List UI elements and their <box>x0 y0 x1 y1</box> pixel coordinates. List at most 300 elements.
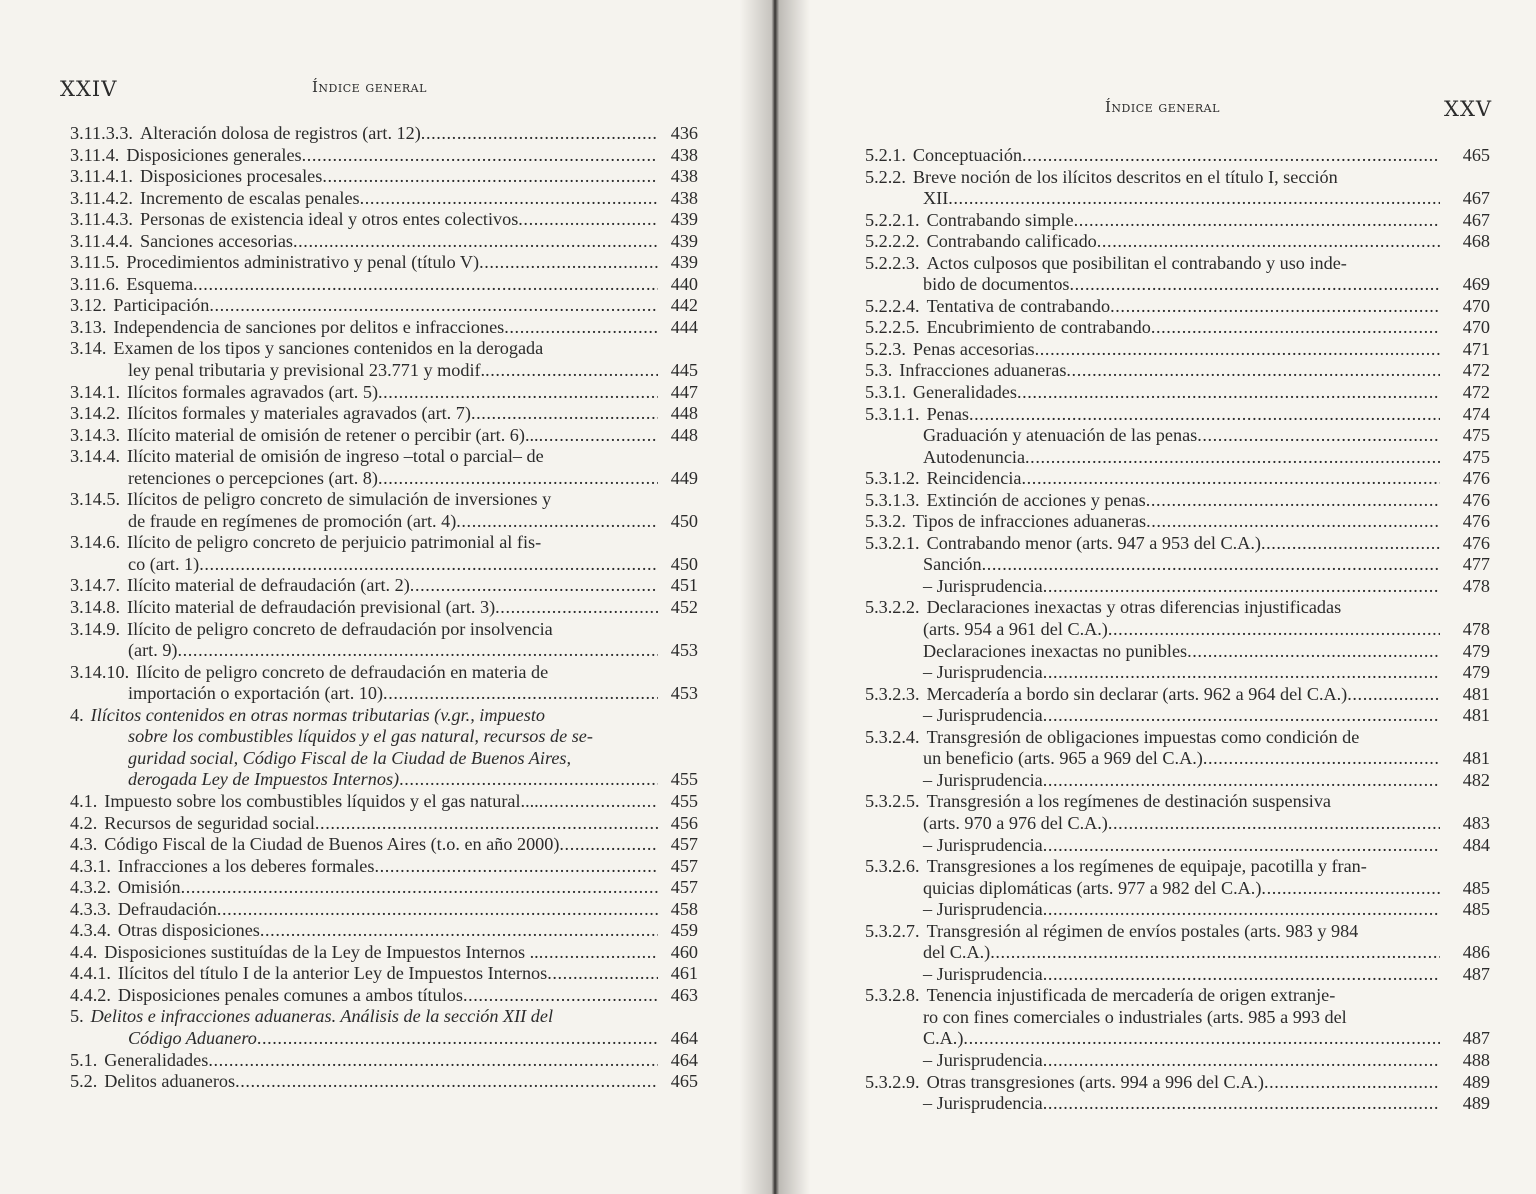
toc-entry-number: 5.2.2.1. <box>865 209 920 230</box>
toc-page-number: 469 <box>1462 274 1490 295</box>
toc-entry <box>865 317 1490 339</box>
toc-page-number: 452 <box>670 597 698 618</box>
toc-page-number: 470 <box>1462 317 1490 338</box>
toc-page-number: 485 <box>1462 899 1490 920</box>
toc-entry-number: 5.3.2.2. <box>865 597 920 618</box>
toc-entry-title: de fraude en regímenes de promoción (art. 4) <box>128 510 457 531</box>
toc-entry-title: Esquema <box>126 273 194 294</box>
toc-page-number: 482 <box>1462 769 1490 790</box>
toc-page-number: 436 <box>670 123 698 143</box>
toc-entry-number: 5.3.2. <box>865 511 906 532</box>
dot-leader <box>539 791 658 813</box>
dot-leader <box>1043 576 1440 598</box>
toc-entry-title: Breve noción de los ilícitos descritos en el título I, sección <box>912 166 1338 187</box>
toc-entry <box>865 985 1490 1050</box>
toc-page-number: 457 <box>670 855 698 876</box>
dot-leader <box>374 856 658 878</box>
toc-entry-title: Delitos aduaneros <box>104 1071 236 1092</box>
toc-page-number: 447 <box>670 381 698 402</box>
toc-entry <box>70 209 698 231</box>
toc-entry-number: 5.3.2.4. <box>865 726 920 747</box>
toc-page-number: 478 <box>1462 619 1490 640</box>
toc-entry-title: Incremento de escalas penales <box>139 187 360 208</box>
toc-entry-title: Código Fiscal de la Ciudad de Buenos Aires (t.o. en año 2000) <box>104 834 560 855</box>
toc-entry-number: 3.14.1. <box>70 381 121 402</box>
toc-page-number: 456 <box>670 812 698 833</box>
toc-entry <box>865 382 1490 404</box>
dot-leader <box>1187 641 1440 663</box>
dot-leader <box>1203 748 1440 770</box>
toc-page-number: 476 <box>1462 468 1490 489</box>
toc-page-number: 464 <box>670 1049 698 1070</box>
dot-leader <box>1043 770 1440 792</box>
toc-page-number: 457 <box>670 877 698 898</box>
toc-entry <box>70 532 698 575</box>
toc-entry-title: Otras transgresiones (arts. 994 a 996 del C.A.) <box>926 1071 1264 1092</box>
toc-entry-number: 3.11.6. <box>70 273 120 294</box>
dot-leader <box>399 769 658 791</box>
toc-entry-title: Otras disposiciones <box>117 920 260 941</box>
toc-entry-title: Participación <box>113 295 210 316</box>
toc-page-number: 474 <box>1462 403 1490 424</box>
toc-entry-title: Mercadería a bordo sin declarar (arts. 962 a 964 del C.A.) <box>926 683 1348 704</box>
toc-entry <box>865 533 1490 555</box>
toc-entry <box>865 231 1490 253</box>
toc-entry <box>865 835 1490 857</box>
toc-entry <box>865 576 1490 598</box>
dot-leader <box>293 231 658 253</box>
toc-entry-number: 4. <box>70 704 84 725</box>
toc-entry-title: C.A.) <box>923 1028 964 1049</box>
toc-entry-number: 5.3.2.1. <box>865 532 920 553</box>
toc-page-number: 448 <box>670 403 698 424</box>
toc-page-number: 475 <box>1462 425 1490 446</box>
toc-entry <box>865 1050 1490 1072</box>
dot-leader <box>322 166 658 188</box>
dot-leader <box>559 834 658 856</box>
toc-entry <box>70 1050 698 1072</box>
toc-entry <box>865 360 1490 382</box>
toc-entry-title: Impuesto sobre los combustibles líquidos y el gas natural.... <box>104 790 539 811</box>
toc-entry-title: Tipos de infracciones aduaneras <box>912 511 1147 532</box>
dot-leader <box>547 963 658 985</box>
toc-entry-number: 5.3. <box>865 360 893 381</box>
dot-leader <box>504 317 658 339</box>
dot-leader <box>1110 296 1440 318</box>
toc-entry-title: Generalidades <box>104 1049 209 1070</box>
toc-page-number: 472 <box>1462 360 1490 381</box>
toc-page-number: 460 <box>670 941 698 962</box>
toc-page-number: 471 <box>1462 338 1490 359</box>
toc-entry-title: – Jurisprudencia <box>923 662 1043 683</box>
toc-page-number: 481 <box>1462 683 1490 704</box>
toc-entry-title: Disposiciones penales comunes a ambos títulos <box>117 984 463 1005</box>
toc-entry-title: ley penal tributaria y previsional 23.771 y modif. <box>128 360 486 381</box>
toc-page-number: 453 <box>670 683 698 704</box>
dot-leader <box>463 985 658 1007</box>
toc-entry <box>70 188 698 210</box>
toc-entry-number: 3.14.4. <box>70 446 121 467</box>
toc-page-number: 479 <box>1462 662 1490 683</box>
toc-page-number: 487 <box>1462 963 1490 984</box>
dot-leader <box>1043 662 1440 684</box>
toc-entry-title: Omisión <box>117 877 181 898</box>
toc-entry <box>70 813 698 835</box>
dot-leader <box>208 1050 658 1072</box>
toc-page-number: 484 <box>1462 834 1490 855</box>
dot-leader <box>963 1028 1440 1050</box>
toc-entry-number: 5.3.1.2. <box>865 468 920 489</box>
dot-leader <box>378 382 658 404</box>
toc-entry <box>865 425 1490 447</box>
dot-leader <box>479 252 658 274</box>
toc-entry <box>70 597 698 619</box>
toc-page-number: 450 <box>670 553 698 574</box>
toc-page-number: 445 <box>670 360 698 381</box>
toc-entry-title: Autodenuncia <box>923 446 1026 467</box>
toc-entry-number: 3.11.4. <box>70 144 120 165</box>
toc-entry-number: 3.14.7. <box>70 575 121 596</box>
dot-leader <box>1022 468 1441 490</box>
toc-entry-number: 5.2.2.4. <box>865 295 920 316</box>
toc-entry-number: 5.2.2.3. <box>865 252 920 273</box>
toc-entry <box>865 447 1490 469</box>
toc-entry-title: Conceptuación <box>912 145 1023 165</box>
toc-entry <box>865 597 1490 640</box>
toc-entry <box>70 619 698 662</box>
toc-entry-number: 3.14.5. <box>70 489 121 510</box>
toc-entry-title: derogada Ley de Impuestos Internos) <box>128 769 400 790</box>
dot-leader <box>990 942 1440 964</box>
toc-entry-number: 5.3.1.3. <box>865 489 920 510</box>
toc-entry <box>70 274 698 296</box>
toc-page-number: 451 <box>670 575 698 596</box>
toc-entry-title: Contrabando simple <box>926 209 1074 230</box>
toc-entry-number: 4.4. <box>70 941 98 962</box>
toc-page-number: 461 <box>670 963 698 984</box>
toc-entry <box>70 123 698 145</box>
dot-leader <box>1043 705 1440 727</box>
right-folio: XXV <box>1444 97 1493 121</box>
dot-leader <box>177 640 658 662</box>
toc-entry-title: bido de documentos <box>923 274 1070 295</box>
toc-entry-title: retenciones o percepciones (art. 8) <box>128 467 378 488</box>
toc-entry <box>865 339 1490 361</box>
toc-page-number: 476 <box>1462 532 1490 553</box>
toc-page-number: 464 <box>670 1027 698 1048</box>
toc-entry-number: 5.1. <box>70 1049 98 1070</box>
dot-leader <box>1097 231 1440 253</box>
toc-entry-number: 4.3.3. <box>70 898 111 919</box>
toc-entry-title: – Jurisprudencia <box>923 963 1043 984</box>
toc-entry <box>70 1071 698 1093</box>
dot-leader <box>982 554 1440 576</box>
toc-entry-title: Ilícito material de omisión de retener o percibir (art. 6)... <box>127 424 539 445</box>
dot-leader <box>217 899 658 921</box>
toc-entry-number: 3.14.2. <box>70 403 121 424</box>
toc-entry-title: Disposiciones sustituídas de la Ley de Impuestos Internos .. <box>104 941 539 962</box>
left-toc <box>70 123 698 1093</box>
dot-leader <box>235 1071 658 1093</box>
dot-leader <box>969 404 1440 426</box>
toc-entry <box>70 705 698 791</box>
toc-page-number: 439 <box>670 230 698 251</box>
dot-leader <box>1261 878 1440 900</box>
toc-entry <box>70 834 698 856</box>
toc-entry-number: 5.2.2.5. <box>865 317 920 338</box>
toc-entry-number: 5.2.1. <box>865 145 906 165</box>
toc-page-number: 486 <box>1462 942 1490 963</box>
toc-page-number: 465 <box>1462 145 1490 165</box>
toc-entry-title: Ilícitos del título I de la anterior Ley de Impuestos Internos <box>117 963 548 984</box>
toc-entry-number: 5.2. <box>70 1071 98 1092</box>
toc-page-number: 488 <box>1462 1049 1490 1070</box>
right-toc <box>865 145 1490 1115</box>
dot-leader <box>471 403 658 425</box>
toc-page-number: 478 <box>1462 575 1490 596</box>
dot-leader <box>421 123 658 145</box>
toc-page-number: 468 <box>1462 231 1490 252</box>
toc-entry-title: del C.A.) <box>923 942 991 963</box>
toc-entry <box>865 490 1490 512</box>
toc-entry-title: Contrabando calificado <box>926 231 1097 252</box>
toc-entry-number: 3.14. <box>70 338 107 359</box>
toc-entry-number: 5.3.2.7. <box>865 920 920 941</box>
dot-leader <box>181 877 658 899</box>
toc-entry-number: 4.3. <box>70 834 98 855</box>
toc-entry-title: Infracciones aduaneras <box>899 360 1067 381</box>
toc-entry-title: Extinción de acciones y penas <box>926 489 1146 510</box>
toc-entry-title: Procedimientos administrativo y penal (título V) <box>126 252 480 273</box>
toc-entry-title: Tenencia injustificada de mercadería de origen extranje- <box>926 985 1336 1006</box>
toc-page-number: 455 <box>670 790 698 811</box>
dot-leader <box>260 920 658 942</box>
toc-entry <box>865 856 1490 899</box>
toc-page-number: 438 <box>670 166 698 187</box>
toc-entry <box>70 295 698 317</box>
toc-entry-title: Transgresiones a los regímenes de equipaje, pacotilla y fran- <box>926 856 1367 877</box>
toc-entry-title: Ilícito de peligro concreto de defraudación por insolvencia <box>127 618 553 639</box>
toc-page-number: 487 <box>1462 1028 1490 1049</box>
toc-entry-title: (arts. 954 a 961 del C.A.) <box>923 619 1108 640</box>
dot-leader <box>257 1028 658 1050</box>
toc-entry-title: Independencia de sanciones por delitos e infracciones <box>113 316 505 337</box>
toc-entry <box>865 253 1490 296</box>
toc-entry-number: 3.13. <box>70 316 107 337</box>
toc-entry-title: Ilícito de peligro concreto de defraudación en materia de <box>136 661 549 682</box>
toc-entry-title: – Jurisprudencia <box>923 1049 1043 1070</box>
toc-page-number: 477 <box>1462 554 1490 575</box>
toc-entry <box>865 468 1490 490</box>
dot-leader <box>1146 511 1440 533</box>
toc-entry-number: 5.3.2.8. <box>865 985 920 1006</box>
toc-entry-title: – Jurisprudencia <box>923 834 1043 855</box>
right-page <box>770 0 1536 1194</box>
toc-page-number: 459 <box>670 920 698 941</box>
toc-entry-title: Ilícitos de peligro concreto de simulación de inversiones y <box>127 489 552 510</box>
dot-leader <box>315 813 658 835</box>
dot-leader <box>1074 210 1440 232</box>
toc-entry <box>865 145 1490 167</box>
toc-entry <box>70 1006 698 1049</box>
dot-leader <box>1043 1093 1440 1115</box>
toc-page-number: 476 <box>1462 511 1490 532</box>
dot-leader <box>1070 274 1441 296</box>
toc-entry-title: Declaraciones inexactas no punibles <box>923 640 1188 661</box>
toc-page-number: 481 <box>1462 748 1490 769</box>
toc-entry-number: 4.2. <box>70 812 98 833</box>
dot-leader <box>378 468 658 490</box>
toc-page-number: 450 <box>670 510 698 531</box>
toc-entry-number: 5.3.1.1. <box>865 403 920 424</box>
toc-entry <box>865 964 1490 986</box>
toc-entry <box>70 403 698 425</box>
dot-leader <box>1043 835 1440 857</box>
toc-entry-title: Alteración dolosa de registros (art. 12) <box>139 123 421 143</box>
toc-entry-number: 5.3.2.3. <box>865 683 920 704</box>
toc-entry <box>865 511 1490 533</box>
toc-entry-title: XII <box>923 188 949 209</box>
toc-entry-title: Transgresión al régimen de envíos postales (arts. 983 y 984 <box>926 920 1359 941</box>
toc-page-number: 467 <box>1462 188 1490 209</box>
toc-entry-number: 3.14.9. <box>70 618 121 639</box>
toc-entry-number: 4.3.2. <box>70 877 111 898</box>
toc-entry-title: – Jurisprudencia <box>923 1093 1043 1114</box>
dot-leader <box>1347 684 1440 706</box>
toc-entry-title: (arts. 970 a 976 del C.A.) <box>923 812 1108 833</box>
toc-entry-number: 4.1. <box>70 790 98 811</box>
toc-page-number: 458 <box>670 898 698 919</box>
toc-page-number: 463 <box>670 984 698 1005</box>
dot-leader <box>518 209 658 231</box>
toc-entry <box>70 899 698 921</box>
toc-page-number: 438 <box>670 187 698 208</box>
toc-entry <box>70 382 698 404</box>
dot-leader <box>1043 899 1440 921</box>
toc-entry-title: Delitos e infracciones aduaneras. Análisis de la sección XII del <box>90 1006 553 1027</box>
toc-page-number: 438 <box>670 144 698 165</box>
toc-page-number: 449 <box>670 467 698 488</box>
toc-entry <box>70 942 698 964</box>
toc-page-number: 489 <box>1462 1071 1490 1092</box>
dot-leader <box>302 145 658 167</box>
toc-page-number: 472 <box>1462 382 1490 403</box>
toc-entry-title: Tentativa de contrabando <box>926 295 1111 316</box>
toc-entry-title: Ilícito material de defraudación previsional (art. 3) <box>127 597 496 618</box>
toc-entry <box>70 575 698 597</box>
toc-page-number: 467 <box>1462 209 1490 230</box>
toc-entry-title: Examen de los tipos y sanciones contenidos en la derogada <box>113 338 544 359</box>
toc-page-number: 483 <box>1462 812 1490 833</box>
toc-entry-number: 5. <box>70 1006 84 1027</box>
toc-entry-number: 3.11.5. <box>70 252 120 273</box>
toc-entry-title: un beneficio (arts. 965 a 969 del C.A.) <box>923 748 1203 769</box>
toc-entry-title: – Jurisprudencia <box>923 769 1043 790</box>
toc-entry-title: Defraudación <box>117 898 217 919</box>
toc-entry-title: Código Aduanero <box>128 1027 257 1048</box>
toc-entry-number: 3.14.3. <box>70 424 121 445</box>
toc-entry <box>865 770 1490 792</box>
dot-leader <box>1022 145 1440 167</box>
toc-entry-title: quicias diplomáticas (arts. 977 a 982 del C.A.) <box>923 877 1262 898</box>
toc-entry <box>70 985 698 1007</box>
toc-entry-title: Generalidades <box>912 382 1017 403</box>
toc-page-number: 465 <box>670 1071 698 1092</box>
toc-entry <box>70 338 698 381</box>
dot-leader <box>1043 1050 1440 1072</box>
toc-entry <box>70 231 698 253</box>
toc-entry <box>865 210 1490 232</box>
toc-entry-number: 5.3.2.6. <box>865 856 920 877</box>
toc-entry-number: 3.11.4.4. <box>70 230 133 251</box>
toc-entry-title: Ilícito material de omisión de ingreso –total o parcial– de <box>127 446 544 467</box>
dot-leader <box>1043 964 1440 986</box>
toc-entry-title: Disposiciones generales <box>126 144 302 165</box>
toc-entry-number: 5.2.2.2. <box>865 231 920 252</box>
dot-leader <box>209 295 658 317</box>
toc-page-number: 479 <box>1462 640 1490 661</box>
toc-entry <box>865 662 1490 684</box>
toc-entry-title: Transgresión a los regímenes de destinación suspensiva <box>926 791 1331 812</box>
dot-leader <box>1197 425 1440 447</box>
toc-entry-number: 3.12. <box>70 295 107 316</box>
dot-leader <box>193 274 658 296</box>
toc-entry-title: Contrabando menor (arts. 947 a 953 del C.A.) <box>926 532 1261 553</box>
toc-entry <box>70 489 698 532</box>
toc-entry-number: 3.11.4.3. <box>70 209 133 230</box>
toc-entry-title: – Jurisprudencia <box>923 705 1043 726</box>
toc-entry-title: Ilícito de peligro concreto de perjuicio patrimonial al fis- <box>127 532 542 553</box>
toc-entry-number: 4.3.4. <box>70 920 111 941</box>
toc-entry <box>70 920 698 942</box>
toc-entry <box>70 166 698 188</box>
toc-entry-number: 3.11.4.2. <box>70 187 133 208</box>
dot-leader <box>1108 813 1440 835</box>
toc-entry-number: 4.4.2. <box>70 984 111 1005</box>
dot-leader <box>485 360 658 382</box>
dot-leader <box>410 575 658 597</box>
toc-entry-title: importación o exportación (art. 10) <box>128 683 384 704</box>
dot-leader <box>1261 533 1440 555</box>
toc-entry-title: – Jurisprudencia <box>923 575 1043 596</box>
toc-entry <box>865 727 1490 770</box>
toc-page-number: 455 <box>670 769 698 790</box>
toc-entry <box>70 662 698 705</box>
toc-entry-number: 3.14.6. <box>70 532 121 553</box>
dot-leader <box>1035 339 1440 361</box>
toc-entry-number: 3.14.8. <box>70 597 121 618</box>
toc-entry-title: Actos culposos que posibilitan el contrabando y uso inde- <box>926 252 1347 273</box>
toc-entry <box>865 554 1490 576</box>
toc-entry-number: 5.2.3. <box>865 338 906 359</box>
dot-leader <box>539 425 658 447</box>
toc-entry-title: Ilícitos contenidos en otras normas tributarias (v.gr., impuesto <box>90 704 545 725</box>
toc-entry-number: 3.11.3.3. <box>70 123 133 143</box>
toc-entry-title: Ilícitos formales agravados (art. 5) <box>127 381 379 402</box>
dot-leader <box>495 597 658 619</box>
toc-entry <box>865 167 1490 210</box>
dot-leader <box>199 554 658 576</box>
toc-page-number: 489 <box>1462 1093 1490 1114</box>
toc-entry-number: 5.3.2.5. <box>865 791 920 812</box>
dot-leader <box>1146 490 1440 512</box>
toc-entry-title: Transgresión de obligaciones impuestas como condición de <box>926 726 1360 747</box>
toc-entry-title: guridad social, Código Fiscal de la Ciudad de Buenos Aires, <box>128 747 572 768</box>
toc-entry-title: ro con fines comerciales o industriales (arts. 985 a 993 del <box>923 1006 1347 1027</box>
toc-entry-title: Sanción <box>923 554 982 575</box>
toc-entry <box>865 1093 1490 1115</box>
toc-entry-title: Ilícito material de defraudación (art. 2) <box>127 575 410 596</box>
